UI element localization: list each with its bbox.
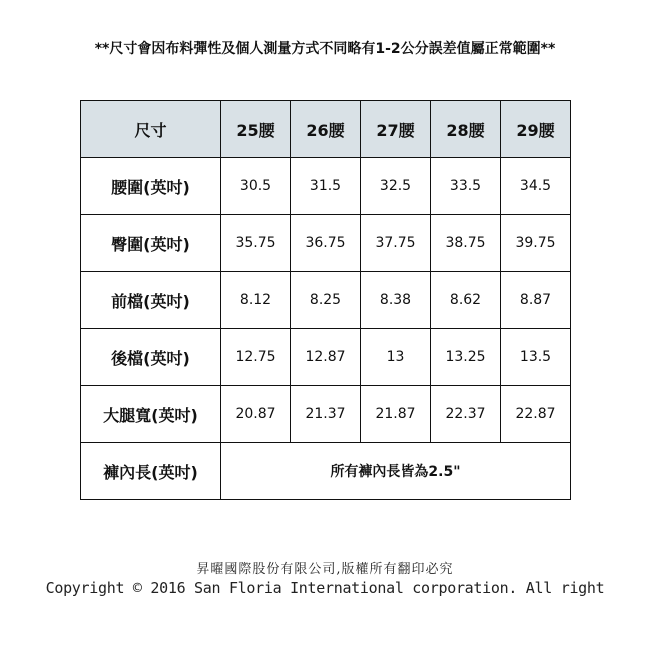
table-cell: 13.5 [501, 329, 571, 386]
table-cell: 38.75 [431, 215, 501, 272]
row-label: 大腿寬(英吋) [81, 386, 221, 443]
table-cell: 22.87 [501, 386, 571, 443]
company-copyright-cn: 昇曜國際股份有限公司,版權所有翻印必究 [196, 562, 454, 577]
table-cell: 33.5 [431, 158, 501, 215]
row-label: 腰圍(英吋) [81, 158, 221, 215]
table-cell: 8.87 [501, 272, 571, 329]
header-size-27: 27腰 [361, 101, 431, 158]
size-chart-table [80, 100, 571, 500]
table-cell: 36.75 [291, 215, 361, 272]
table-row-inseam [81, 443, 571, 500]
table-cell: 39.75 [501, 215, 571, 272]
table-cell: 32.5 [361, 158, 431, 215]
header-size-label: 尺寸 [81, 101, 221, 158]
table-row-hip [81, 215, 571, 272]
table-cell: 31.5 [291, 158, 361, 215]
table-cell: 22.37 [431, 386, 501, 443]
table-cell: 8.25 [291, 272, 361, 329]
table-cell: 21.37 [291, 386, 361, 443]
table-cell: 35.75 [221, 215, 291, 272]
table-cell: 20.87 [221, 386, 291, 443]
inseam-note-cell: 所有褲內長皆為2.5" [221, 443, 571, 500]
table-row-front-rise [81, 272, 571, 329]
table-header-row [81, 101, 571, 158]
table-cell: 8.62 [431, 272, 501, 329]
table-row-waist [81, 158, 571, 215]
copyright-en: Copyright © 2016 San Floria International corporation. All right [45, 579, 605, 597]
table-cell: 8.12 [221, 272, 291, 329]
table-cell: 8.38 [361, 272, 431, 329]
row-label: 前檔(英吋) [81, 272, 221, 329]
row-label: 後檔(英吋) [81, 329, 221, 386]
table-cell: 13 [361, 329, 431, 386]
header-size-25: 25腰 [221, 101, 291, 158]
table-cell: 34.5 [501, 158, 571, 215]
table-cell: 12.75 [221, 329, 291, 386]
table-cell: 12.87 [291, 329, 361, 386]
table-cell: 30.5 [221, 158, 291, 215]
size-notice: **尺寸會因布料彈性及個人測量方式不同略有1-2公分誤差值屬正常範圍** [94, 41, 556, 57]
row-label: 褲內長(英吋) [81, 443, 221, 500]
table-row-thigh [81, 386, 571, 443]
table-cell: 37.75 [361, 215, 431, 272]
row-label: 臀圍(英吋) [81, 215, 221, 272]
table-cell: 21.87 [361, 386, 431, 443]
header-size-26: 26腰 [291, 101, 361, 158]
table-row-back-rise [81, 329, 571, 386]
table-cell: 13.25 [431, 329, 501, 386]
header-size-28: 28腰 [431, 101, 501, 158]
header-size-29: 29腰 [501, 101, 571, 158]
